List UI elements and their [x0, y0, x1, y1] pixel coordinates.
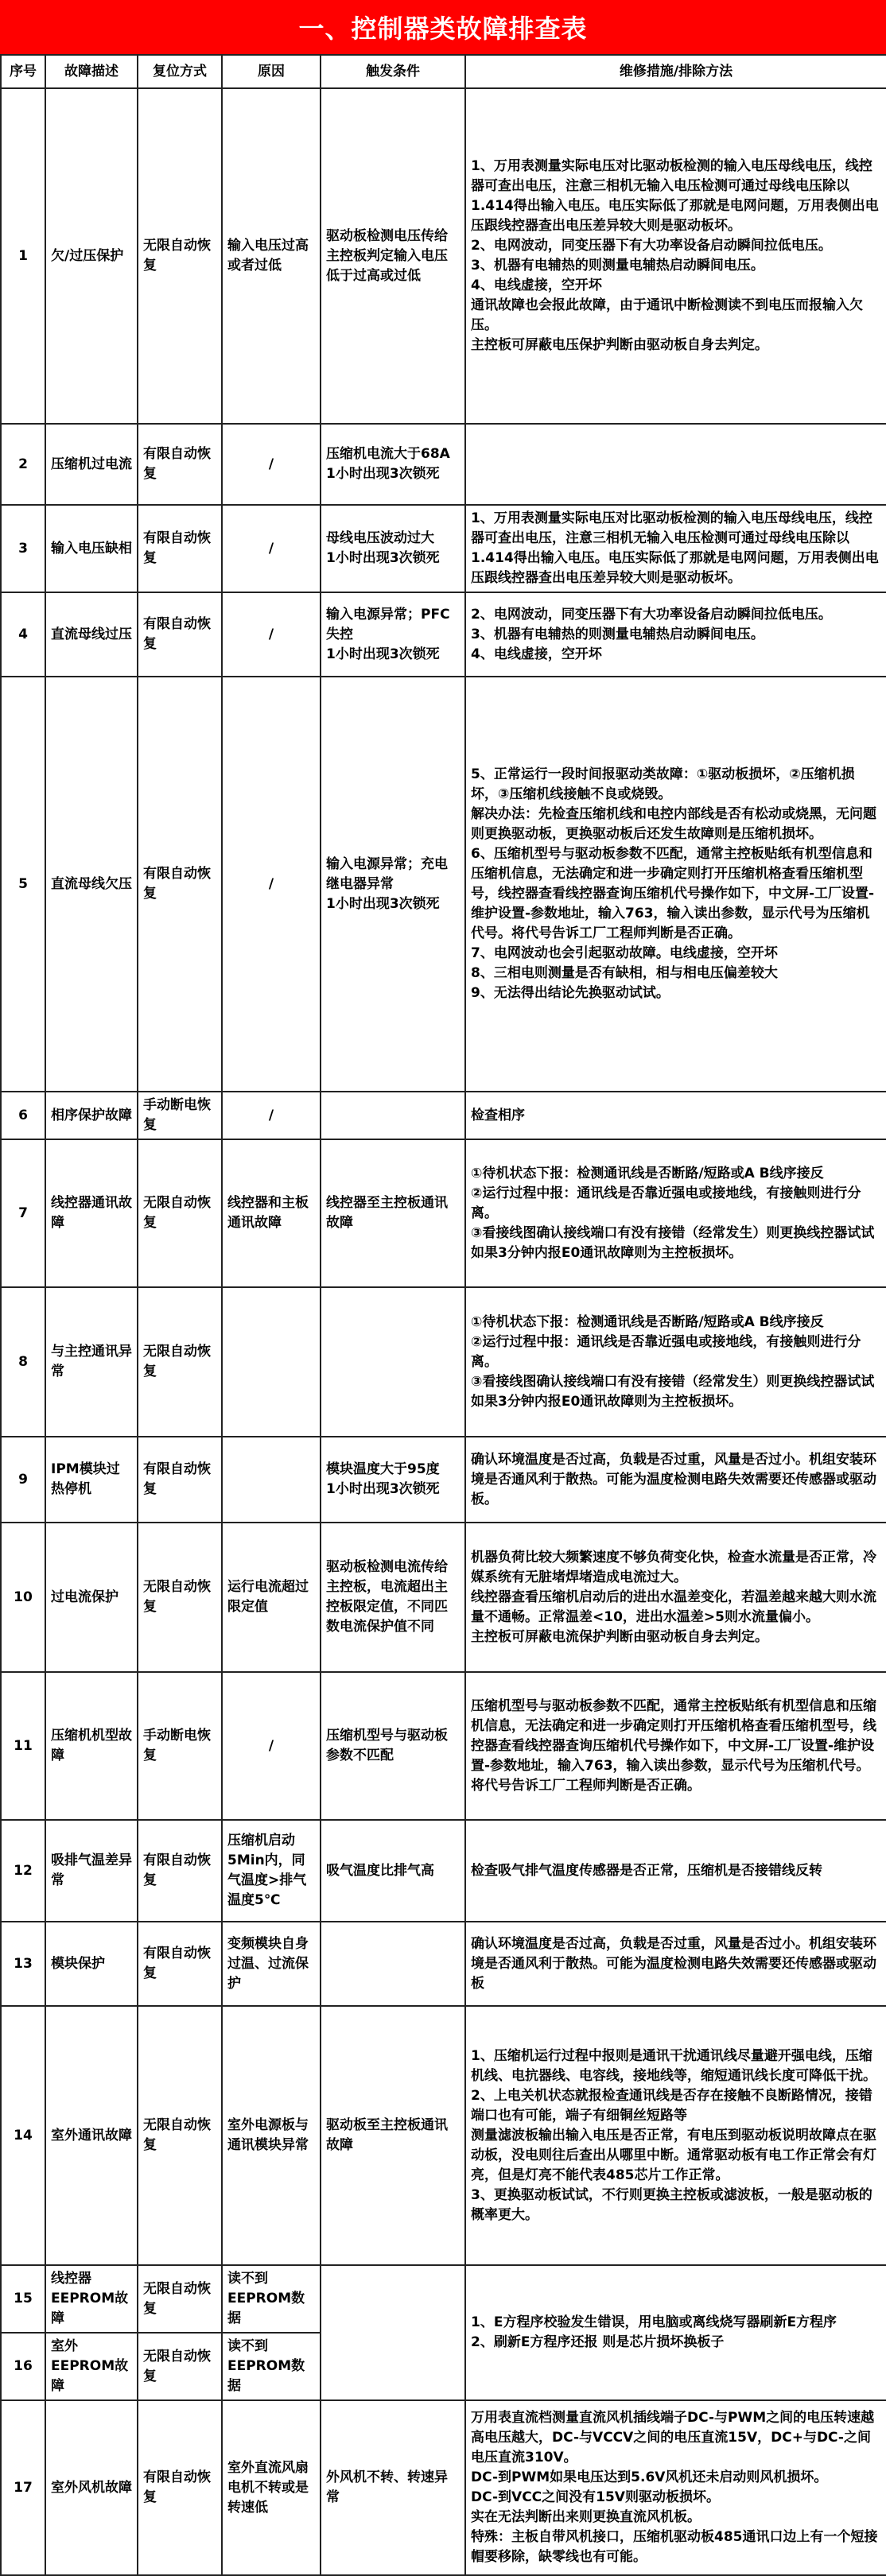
row-no: 17	[1, 2400, 45, 2575]
table-header-row	[1, 55, 886, 88]
row-reset: 无限自动恢复	[138, 1287, 222, 1437]
row-trigger: 模块温度大于95度 1小时出现3次锁死	[321, 1437, 465, 1523]
row-desc: 线控器EEPROM故障	[45, 2265, 138, 2333]
row-desc: 室外EEPROM故障	[45, 2333, 138, 2400]
table-row	[1, 1092, 886, 1139]
row-action: 检查吸气排气温度传感器是否正常，压缩机是否接错线反转	[465, 1820, 886, 1922]
row-cause: /	[222, 677, 321, 1092]
row-no: 16	[1, 2333, 45, 2400]
row-reset: 无限自动恢复	[138, 88, 222, 424]
table-row	[1, 1139, 886, 1287]
row-reset: 有限自动恢复	[138, 677, 222, 1092]
row-no: 6	[1, 1092, 45, 1139]
row-reset: 手动断电恢复	[138, 1092, 222, 1139]
row-cause	[222, 1287, 321, 1437]
table-row	[1, 2006, 886, 2265]
table-row	[1, 1672, 886, 1820]
row-cause: /	[222, 505, 321, 592]
table-row	[1, 505, 886, 592]
row-trigger: 吸气温度比排气高	[321, 1820, 465, 1922]
row-no: 1	[1, 88, 45, 424]
header-no: 序号	[1, 55, 45, 88]
row-reset: 无限自动恢复	[138, 2006, 222, 2265]
row-desc: 与主控通讯异常	[45, 1287, 138, 1437]
row-trigger: 输入电源异常；PFC失控 1小时出现3次锁死	[321, 592, 465, 677]
row-desc: 过电流保护	[45, 1523, 138, 1672]
row-action: 1、万用表测量实际电压对比驱动板检测的输入电压母线电压，线控器可查出电压，注意三相机无输入电压检测可通过母线电压除以1.414得出输入电压。电压实际低了那就是电网问题，万用表侧出电压跟线控器查出电压差异较大则是驱动板坏。 2、电网波动，同变压器下有大功率设备启动瞬间拉低电压。 3、机器有电辅热的则测量电辅热启动瞬间电压。 4、电线虚接，空开坏 通讯故障也会报此故障，由于通讯中断检测读不到电压而报输入欠压。 主控板可屏蔽电压保护判断由驱动板自身去判定。	[465, 88, 886, 424]
row-trigger: 压缩机型号与驱动板参数不匹配	[321, 1672, 465, 1820]
row-cause: 运行电流超过限定值	[222, 1523, 321, 1672]
row-desc: 室外风机故障	[45, 2400, 138, 2575]
row-action: 1、压缩机运行过程中报则是通讯干扰通讯线尽量避开强电线，压缩机线、电抗器线、电容线，接地线等，缩短通讯线长度可降低干扰。 2、上电关机状态就报检查通讯线是否存在接触不良断路情况，接错端口也有可能，端子有细铜丝短路等 测量滤波板输出输入电压是否正常，有电压到驱动板说明故障点在驱动板，没电则往后查出从哪里中断。通常驱动板有电工作正常会有灯亮，但是灯亮不能代表485芯片工作正常。 3、更换驱动板试试，不行则更换主控板或滤波板，一般是驱动板的概率更大。	[465, 2006, 886, 2265]
row-desc: 室外通讯故障	[45, 2006, 138, 2265]
table-row	[1, 88, 886, 424]
page-title: 一、控制器类故障排查表	[0, 0, 886, 54]
row-trigger	[321, 1922, 465, 2006]
table-row	[1, 1287, 886, 1437]
row-reset: 有限自动恢复	[138, 1820, 222, 1922]
row-action	[465, 424, 886, 505]
row-desc: IPM模块过热停机	[45, 1437, 138, 1523]
row-action: ①待机状态下报：检测通讯线是否断路/短路或A B线序接反 ②运行过程中报：通讯线是否靠近强电或接地线，有接触则进行分离。 ③看接线图确认接线端口有没有接错（经常发生）则更换线控器试试如果3分钟内报E0通讯故障则为主控板损坏。	[465, 1287, 886, 1437]
row-action: 压缩机型号与驱动板参数不匹配，通常主控板贴纸有机型信息和压缩机信息，无法确定和进一步确定则打开压缩机格查看压缩机型号，线控器查看线控器查询压缩机代号操作如下，中文屏-工厂设置-维护设置-参数地址，输入763，输入读出参数，显示代号为压缩机代号。将代号告诉工厂工程师判断是否正确。	[465, 1672, 886, 1820]
row-no: 13	[1, 1922, 45, 2006]
row-trigger: 驱动板检测电流传给主控板，电流超出主控板限定值，不同匹数电流保护值不同	[321, 1523, 465, 1672]
table-row	[1, 2265, 886, 2333]
row-reset: 有限自动恢复	[138, 592, 222, 677]
row-trigger	[321, 2265, 465, 2400]
row-reset: 有限自动恢复	[138, 505, 222, 592]
row-action: ①待机状态下报：检测通讯线是否断路/短路或A B线序接反 ②运行过程中报：通讯线是否靠近强电或接地线，有接触则进行分离。 ③看接线图确认接线端口有没有接错（经常发生）则更换线控器试试如果3分钟内报E0通讯故障则为主控板损坏。	[465, 1139, 886, 1287]
row-cause	[222, 1437, 321, 1523]
row-desc: 输入电压缺相	[45, 505, 138, 592]
row-trigger: 压缩机电流大于68A 1小时出现3次锁死	[321, 424, 465, 505]
row-no: 3	[1, 505, 45, 592]
row-trigger: 输入电源异常；充电继电器异常 1小时出现3次锁死	[321, 677, 465, 1092]
row-no: 9	[1, 1437, 45, 1523]
row-cause: 变频模块自身过温、过流保护	[222, 1922, 321, 2006]
row-cause: /	[222, 592, 321, 677]
row-trigger: 线控器至主控板通讯故障	[321, 1139, 465, 1287]
row-cause: /	[222, 1672, 321, 1820]
row-cause: 压缩机启动5Min内，同气温度>排气温度5℃	[222, 1820, 321, 1922]
row-no: 11	[1, 1672, 45, 1820]
row-action: 2、电网波动，同变压器下有大功率设备启动瞬间拉低电压。 3、机器有电辅热的则测量电辅热启动瞬间电压。 4、电线虚接，空开坏	[465, 592, 886, 677]
row-desc: 压缩机机型故障	[45, 1672, 138, 1820]
row-cause: 室外直流风扇电机不转或是转速低	[222, 2400, 321, 2575]
header-trigger: 触发条件	[321, 55, 465, 88]
row-reset: 无限自动恢复	[138, 1523, 222, 1672]
row-no: 15	[1, 2265, 45, 2333]
row-no: 4	[1, 592, 45, 677]
row-trigger: 外风机不转、转速异常	[321, 2400, 465, 2575]
row-action: 1、万用表测量实际电压对比驱动板检测的输入电压母线电压，线控器可查出电压，注意三相机无输入电压检测可通过母线电压除以1.414得出输入电压。电压实际低了那就是电网问题，万用表侧出电压跟线控器查出电压差异较大则是驱动板坏。	[465, 505, 886, 592]
row-trigger	[321, 1287, 465, 1437]
row-reset: 无限自动恢复	[138, 1139, 222, 1287]
row-desc: 欠/过压保护	[45, 88, 138, 424]
row-reset: 无限自动恢复	[138, 2333, 222, 2400]
row-action: 万用表直流档测量直流风机插线端子DC-与PWM之间的电压转速越高电压越大，DC-与VCCV之间的电压直流15V，DC+与DC-之间电压直流310V。 DC-到PWM如果电压达到5.6V风机还未启动则风机损坏。 DC-到VCC之间没有15V则驱动板损坏。 实在无法判断出来则更换直流风机板。 特殊：主板自带风机接口，压缩机驱动板485通讯口边上有一个短接帽要移除，缺零线也有可能。	[465, 2400, 886, 2575]
row-desc: 相序保护故障	[45, 1092, 138, 1139]
row-action: 5、正常运行一段时间报驱动类故障：①驱动板损坏，②压缩机损坏，③压缩机线接触不良或烧毁。 解决办法：先检查压缩机线和电控内部线是否有松动或烧黑，无问题则更换驱动板，更换驱动板后还发生故障则是压缩机损坏。 6、压缩机型号与驱动板参数不匹配，通常主控板贴纸有机型信息和压缩机信息，无法确定和进一步确定则打开压缩机格查看压缩机型号，线控器查看线控器查询压缩机代号操作如下，中文屏-工厂设置-维护设置-参数地址，输入763，输入读出参数，显示代号为压缩机代号。将代号告诉工厂工程师判断是否正确。 7、电网波动也会引起驱动故障。电线虚接，空开坏 8、三相电则测量是否有缺相，相与相电压偏差较大 9、无法得出结论先换驱动试试。	[465, 677, 886, 1092]
row-desc: 直流母线欠压	[45, 677, 138, 1092]
row-desc: 线控器通讯故障	[45, 1139, 138, 1287]
row-reset: 有限自动恢复	[138, 1437, 222, 1523]
row-no: 5	[1, 677, 45, 1092]
row-desc: 直流母线过压	[45, 592, 138, 677]
row-no: 8	[1, 1287, 45, 1437]
table-row	[1, 677, 886, 1092]
row-cause: 输入电压过高或者过低	[222, 88, 321, 424]
row-cause: 读不到EEPROM数据	[222, 2333, 321, 2400]
row-reset: 无限自动恢复	[138, 2265, 222, 2333]
row-cause: 线控器和主板通讯故障	[222, 1139, 321, 1287]
table-row	[1, 1437, 886, 1523]
table-row	[1, 424, 886, 505]
row-trigger: 母线电压波动过大 1小时出现3次锁死	[321, 505, 465, 592]
row-action: 确认环境温度是否过高，负载是否过重，风量是否过小。机组安装环境是否通风利于散热。可能为温度检测电路失效需要还传感器或驱动板。	[465, 1437, 886, 1523]
row-no: 7	[1, 1139, 45, 1287]
header-action: 维修措施/排除方法	[465, 55, 886, 88]
row-cause: 读不到EEPROM数据	[222, 2265, 321, 2333]
row-trigger: 驱动板检测电压传给主控板判定输入电压低于过高或过低	[321, 88, 465, 424]
row-action: 1、E方程序校验发生错误，用电脑或离线烧写器刷新E方程序 2、刷新E方程序还报 则是芯片损坏换板子	[465, 2265, 886, 2400]
fault-table	[0, 54, 886, 2576]
row-desc: 吸排气温差异常	[45, 1820, 138, 1922]
row-trigger	[321, 1092, 465, 1139]
row-no: 2	[1, 424, 45, 505]
header-desc: 故障描述	[45, 55, 138, 88]
table-row	[1, 1922, 886, 2006]
row-cause: 室外电源板与通讯模块异常	[222, 2006, 321, 2265]
row-desc: 模块保护	[45, 1922, 138, 2006]
row-reset: 手动断电恢复	[138, 1672, 222, 1820]
row-action: 确认环境温度是否过高，负载是否过重，风量是否过小。机组安装环境是否通风利于散热。可能为温度检测电路失效需要还传感器或驱动板	[465, 1922, 886, 2006]
row-desc: 压缩机过电流	[45, 424, 138, 505]
row-cause: /	[222, 424, 321, 505]
table-row	[1, 2400, 886, 2575]
row-reset: 有限自动恢复	[138, 424, 222, 505]
row-no: 10	[1, 1523, 45, 1672]
row-trigger: 驱动板至主控板通讯故障	[321, 2006, 465, 2265]
row-reset: 有限自动恢复	[138, 2400, 222, 2575]
table-row	[1, 1820, 886, 1922]
table-row	[1, 1523, 886, 1672]
row-cause: /	[222, 1092, 321, 1139]
row-no: 12	[1, 1820, 45, 1922]
header-reset: 复位方式	[138, 55, 222, 88]
row-reset: 有限自动恢复	[138, 1922, 222, 2006]
row-no: 14	[1, 2006, 45, 2265]
header-cause: 原因	[222, 55, 321, 88]
row-action: 机器负荷比较大频繁速度不够负荷变化快，检查水流量是否正常，冷媒系统有无脏堵焊堵造成电流过大。 线控器查看压缩机启动后的进出水温差变化，若温差越来越大则水流量不通畅。正常温差<10，进出水温差>5则水流量偏小。 主控板可屏蔽电流保护判断由驱动板自身去判定。	[465, 1523, 886, 1672]
table-row	[1, 592, 886, 677]
row-action: 检查相序	[465, 1092, 886, 1139]
